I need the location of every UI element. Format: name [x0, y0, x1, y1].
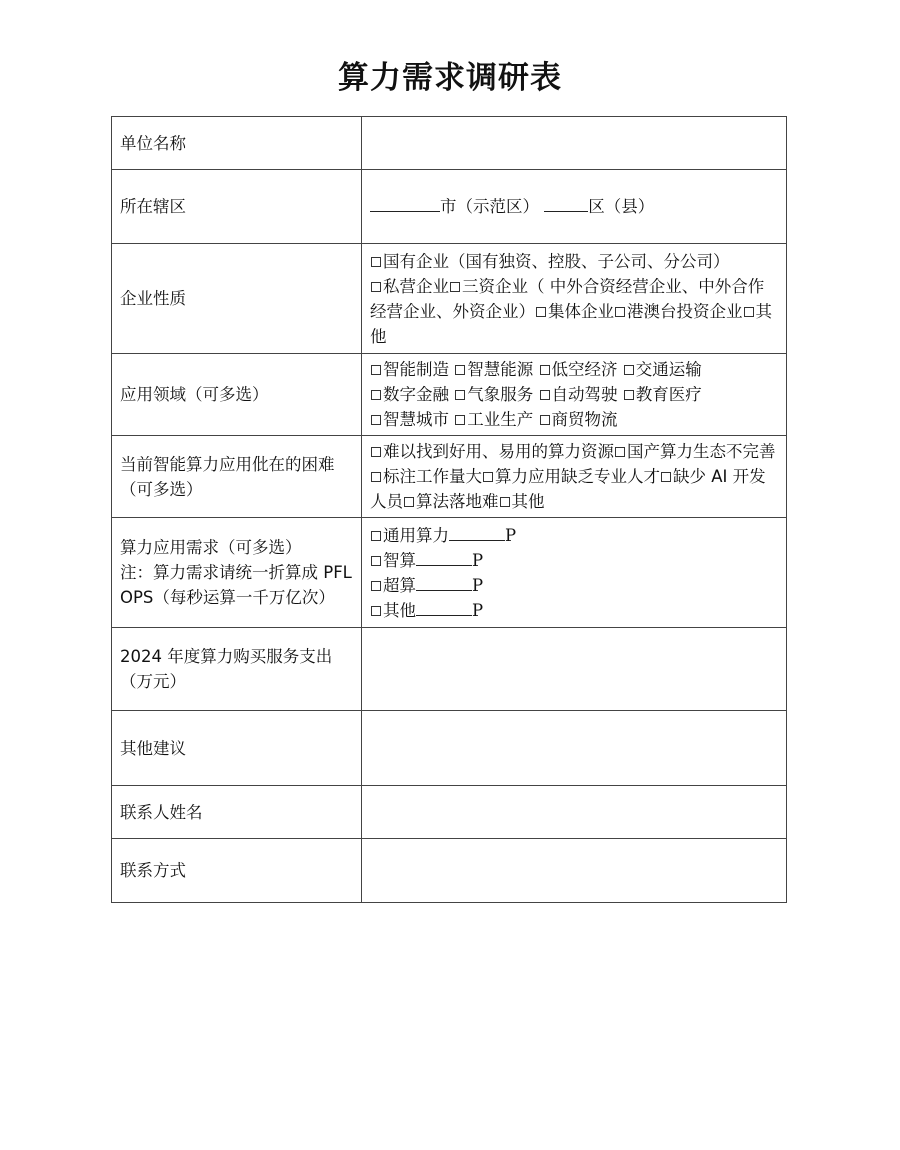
checkbox[interactable]: [371, 531, 381, 541]
page-title: 算力需求调研表: [338, 60, 562, 96]
demand-blank[interactable]: [416, 574, 472, 591]
checkbox[interactable]: [371, 581, 381, 591]
checkbox[interactable]: [483, 472, 493, 482]
demand-unit: P: [472, 550, 484, 570]
contact-name-field[interactable]: [362, 786, 787, 839]
checkbox[interactable]: [371, 282, 381, 292]
checkbox[interactable]: [624, 390, 634, 400]
demand-option: 超算: [383, 575, 416, 595]
checkbox[interactable]: [371, 415, 381, 425]
domain-option: 交通运输: [635, 360, 702, 379]
suggestion-field[interactable]: [362, 711, 787, 786]
nature-option: 国有企业（国有独资、控股、子公司、分公司）: [383, 251, 730, 271]
checkbox[interactable]: [455, 365, 465, 375]
table-row: [112, 518, 787, 628]
nature-option: 集体企业: [548, 301, 614, 321]
nature-option: 私营企业: [383, 276, 449, 296]
checkbox[interactable]: [371, 472, 381, 482]
contact-name-label: 联系人姓名: [112, 786, 362, 839]
city-blank[interactable]: [370, 195, 440, 212]
nature-option: 其他: [370, 301, 772, 346]
difficulty-option: 难以找到好用、易用的算力资源: [383, 442, 614, 461]
survey-table: [111, 116, 787, 903]
nature-option: 港澳台投资企业: [627, 301, 743, 321]
city-suffix: 市（示范区）: [440, 197, 539, 216]
domain-options: [362, 354, 787, 436]
demand-label-main: 算力应用需求（可多选）: [120, 538, 302, 557]
table-row: [112, 786, 787, 839]
nature-label: 企业性质: [112, 244, 362, 354]
domain-option: 工业生产: [467, 410, 534, 429]
domain-option: 低空经济: [551, 360, 618, 379]
domain-option: 教育医疗: [635, 385, 702, 404]
domain-option: 智慧能源: [467, 360, 534, 379]
demand-label-note: 注：算力需求请统一折算成 PFLOPS（每秒运算一千万亿次）: [120, 563, 352, 607]
difficulty-option: 算力应用缺乏专业人才: [495, 467, 660, 486]
district-label: 所在辖区: [112, 170, 362, 244]
domain-option: 商贸物流: [551, 410, 618, 429]
spend-field[interactable]: [362, 628, 787, 711]
table-row: [112, 170, 787, 244]
difficulty-option: 标注工作量大: [383, 467, 482, 486]
domain-label: 应用领域（可多选）: [112, 354, 362, 436]
suggestion-label: 其他建议: [112, 711, 362, 786]
demand-option: 智算: [383, 550, 416, 570]
checkbox[interactable]: [371, 257, 381, 267]
table-row: [112, 711, 787, 786]
checkbox[interactable]: [540, 390, 550, 400]
table-row: [112, 628, 787, 711]
checkbox[interactable]: [536, 307, 546, 317]
checkbox[interactable]: [371, 365, 381, 375]
demand-unit: P: [505, 525, 517, 545]
contact-method-field[interactable]: [362, 839, 787, 903]
checkbox[interactable]: [404, 497, 414, 507]
table-row: [112, 354, 787, 436]
domain-option: 气象服务: [467, 385, 534, 404]
checkbox[interactable]: [371, 606, 381, 616]
checkbox[interactable]: [615, 447, 625, 457]
table-row: [112, 117, 787, 170]
checkbox[interactable]: [540, 415, 550, 425]
checkbox[interactable]: [744, 307, 754, 317]
demand-unit: P: [472, 575, 484, 595]
difficulty-options: [362, 436, 787, 518]
table-row: [112, 436, 787, 518]
difficulty-option: 其他: [511, 492, 545, 511]
table-row: [112, 244, 787, 354]
table-row: [112, 839, 787, 903]
demand-label: [112, 518, 362, 628]
checkbox[interactable]: [450, 282, 460, 292]
difficulty-label: 当前智能算力应用仳在的困难（可多选）: [112, 436, 362, 518]
unit-name-label: 单位名称: [112, 117, 362, 170]
domain-option: 智能制造: [383, 360, 449, 379]
district-field: [362, 170, 787, 244]
checkbox[interactable]: [371, 447, 381, 457]
demand-blank[interactable]: [449, 524, 505, 541]
demand-blank[interactable]: [416, 549, 472, 566]
checkbox[interactable]: [455, 415, 465, 425]
demand-option: 通用算力: [383, 525, 449, 545]
checkbox[interactable]: [371, 556, 381, 566]
domain-option: 智慧城市: [383, 410, 449, 429]
difficulty-option: 缺少 AI 开发人员: [370, 467, 766, 511]
domain-option: 自动驾驶: [551, 385, 618, 404]
contact-method-label: 联系方式: [112, 839, 362, 903]
checkbox[interactable]: [455, 390, 465, 400]
domain-option: 数字金融: [383, 385, 449, 404]
nature-option: 三资企业（ 中外合资经营企业、中外合作经营企业、外资企业）: [370, 276, 765, 321]
district-blank[interactable]: [544, 195, 588, 212]
checkbox[interactable]: [371, 390, 381, 400]
district-suffix: 区（县）: [588, 197, 655, 216]
difficulty-option: 算法落地难: [416, 492, 499, 511]
demand-options: [362, 518, 787, 628]
checkbox[interactable]: [500, 497, 510, 507]
nature-options: [362, 244, 787, 354]
checkbox[interactable]: [661, 472, 671, 482]
spend-label: 2024 年度算力购买服务支出（万元）: [112, 628, 362, 711]
demand-unit: P: [472, 600, 484, 620]
checkbox[interactable]: [540, 365, 550, 375]
demand-blank[interactable]: [416, 599, 472, 616]
difficulty-option: 国产算力生态不完善: [627, 442, 776, 461]
unit-name-field[interactable]: [362, 117, 787, 170]
checkbox[interactable]: [624, 365, 634, 375]
demand-option: 其他: [383, 600, 416, 620]
checkbox[interactable]: [615, 307, 625, 317]
